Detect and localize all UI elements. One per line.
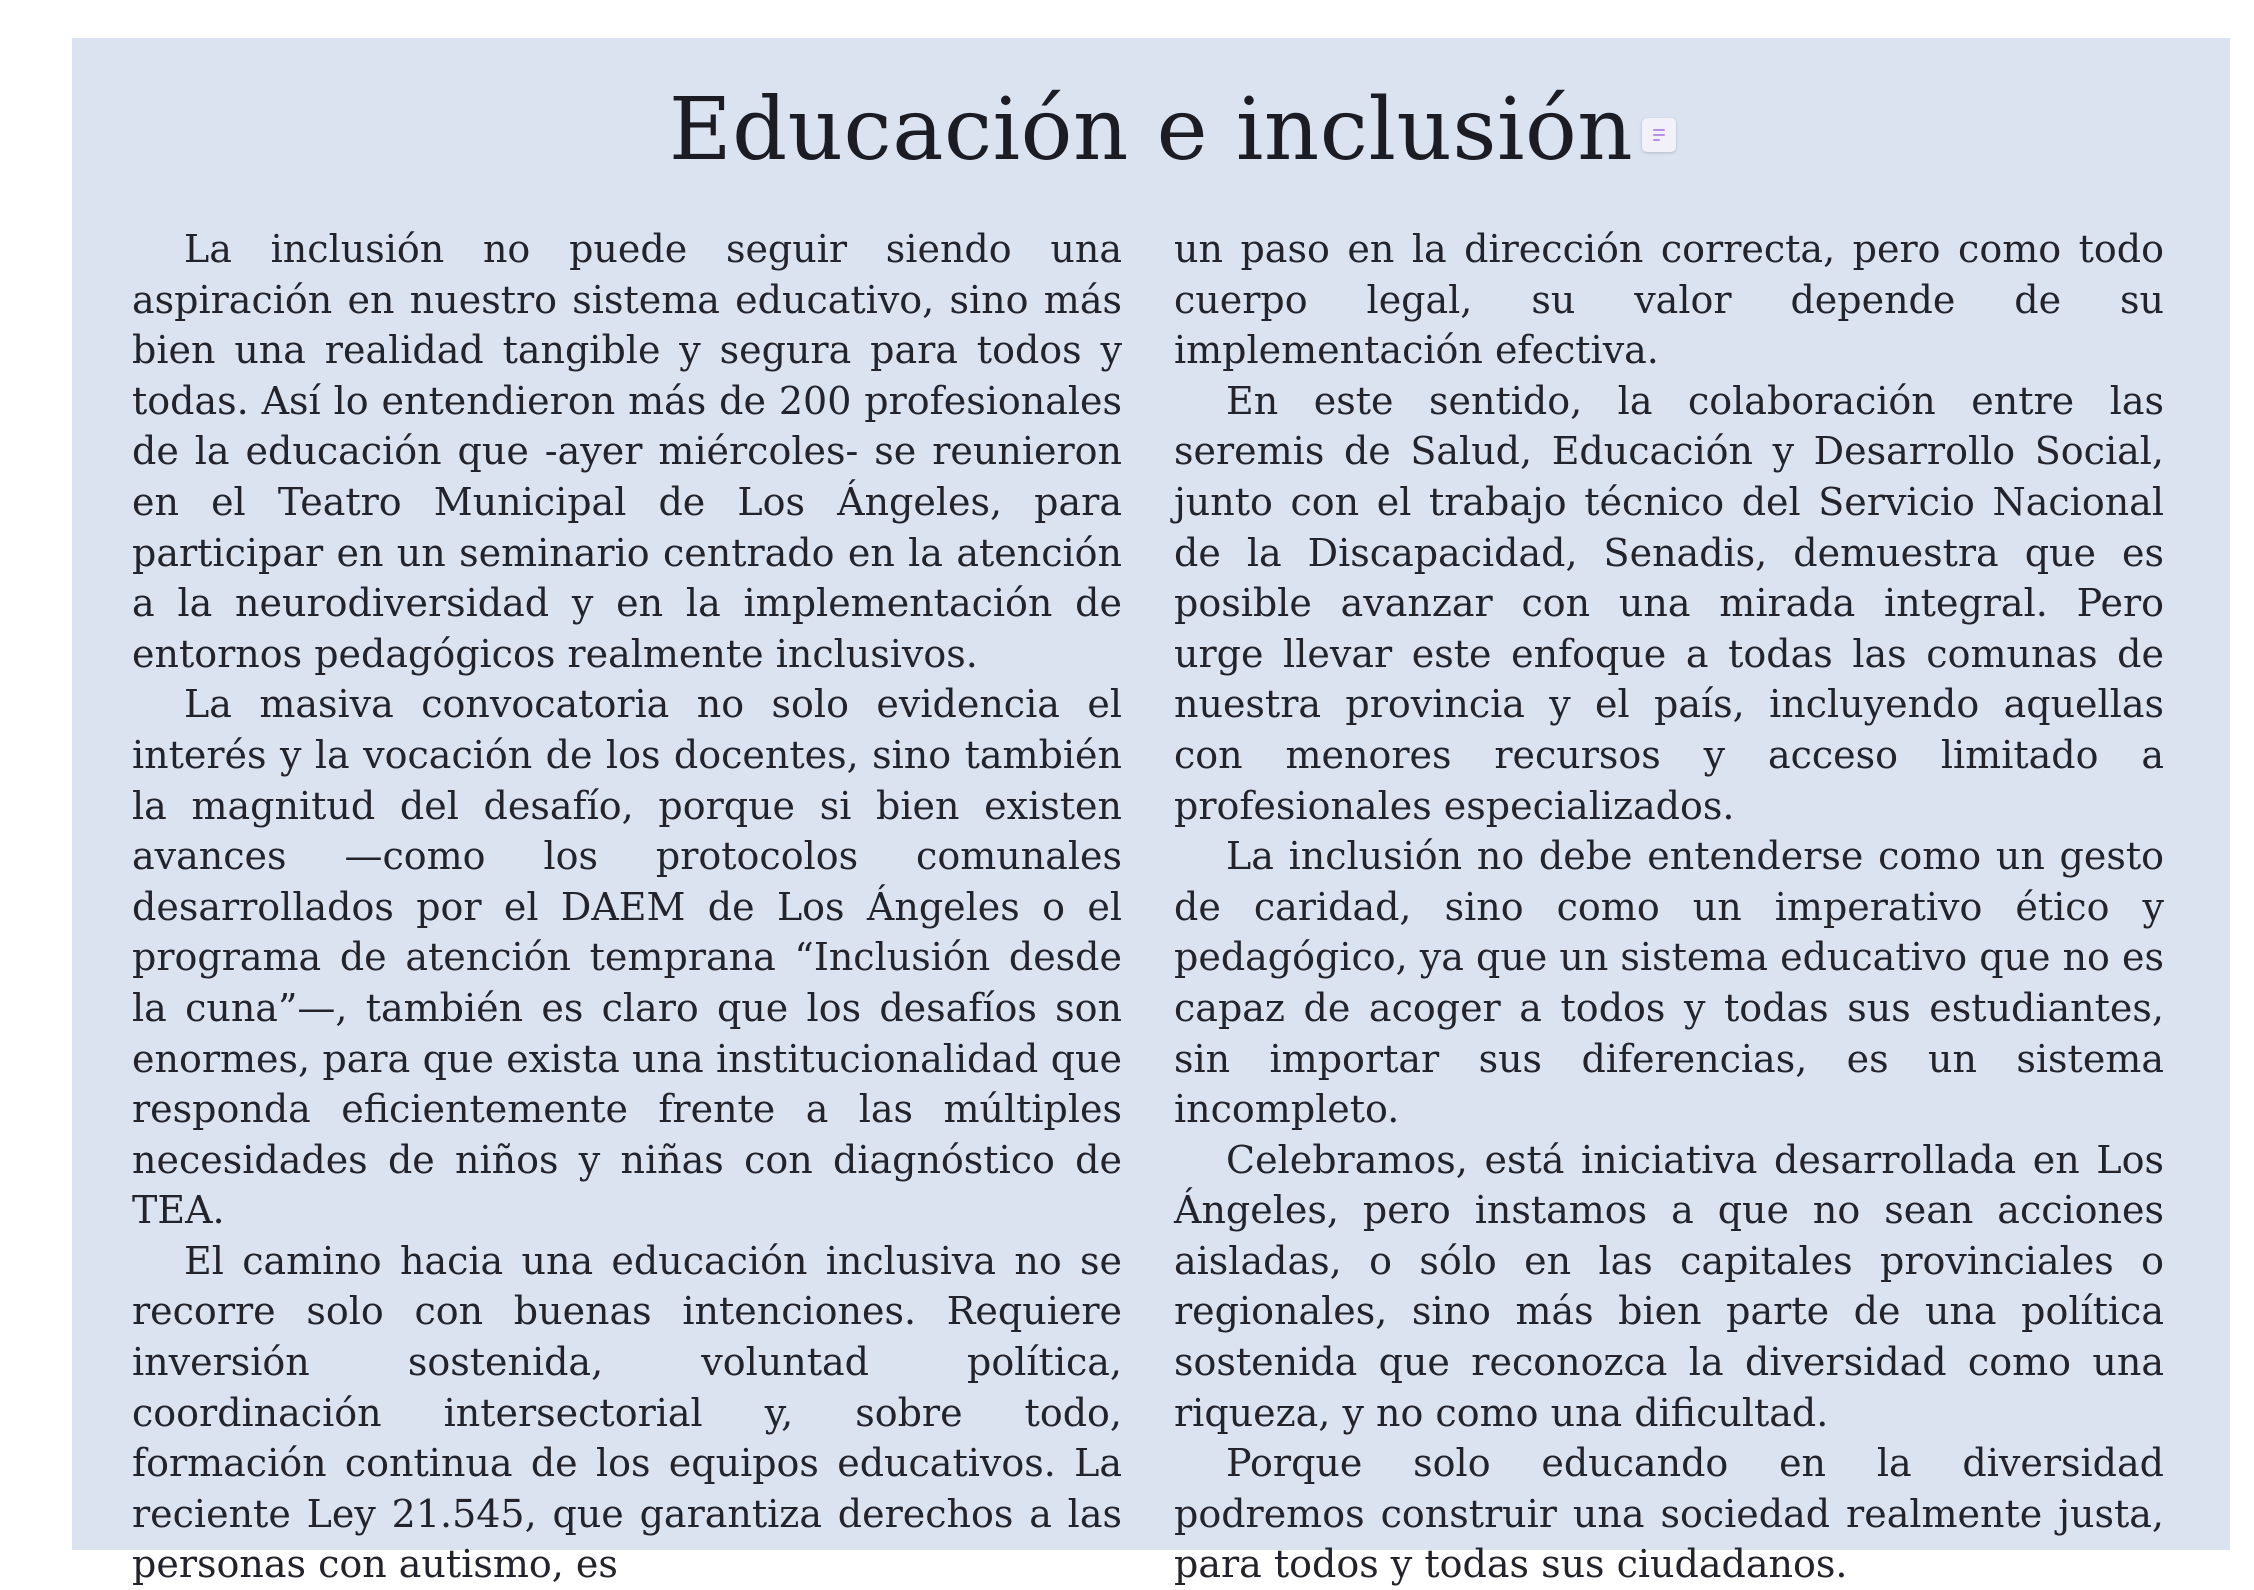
- article-paragraph: El camino hacia una educación inclusiva no se recorre solo con buenas intenciones. Requiere inversión sostenida, voluntad política, coordinación intersectorial y, sobre todo, formación continua de los equipos educativos. La reciente Ley 21.545, que garantiza derechos a las personas con autismo, es: [132, 1238, 1122, 1587]
- note-icon[interactable]: [1642, 118, 1676, 152]
- article-paragraph: La masiva convocatoria no solo evidencia el interés y la vocación de los docentes, sino también la magnitud del desafío, porque si bien existen avances —como los protocolos comunales desarrollados por el DAEM de Los Ángeles o el programa de atención temprana “Inclusión desde la cuna”—, también es claro que los desafíos son enormes, para que exista una institucionalidad que responda eficientemente frente a las múltiples necesidades de niños y niñas con diagnóstico de TEA.: [132, 682, 1122, 1233]
- article-title: Educación e inclusión: [668, 80, 1634, 180]
- article-paragraph: Porque solo educando en la diversidad podremos construir una sociedad realmente justa, para todos y todas sus ciudadanos.: [1174, 1441, 2164, 1587]
- article-paragraph: La inclusión no debe entenderse como un gesto de caridad, sino como un imperativo ético y pedagógico, ya que un sistema educativo que no es capaz de acoger a todos y todas sus estudiantes, sin importar sus diferencias, es un sistema incompleto.: [1174, 834, 2164, 1132]
- article-column-right: [1174, 224, 2164, 1590]
- article-paragraph: En este sentido, la colaboración entre las seremis de Salud, Educación y Desarrollo Social, junto con el trabajo técnico del Servicio Nacional de la Discapacidad, Senadis, demuestra que es posible avanzar con una mirada integral. Pero urge llevar este enfoque a todas las comunas de nuestra provincia y el país, incluyendo aquellas con menores recursos y acceso limitado a profesionales especializados.: [1174, 378, 2164, 828]
- article-panel: [72, 38, 2230, 1587]
- article-paragraph: La inclusión no puede seguir siendo una aspiración en nuestro sistema educativo, sino más bien una realidad tangible y segura para todos y todas. Así lo entendieron más de 200 profesionales de la educación que -ayer miércoles- se reunieron en el Teatro Municipal de Los Ángeles, para participar en un seminario centrado en la atención a la neurodiversidad y en la implementación de entornos pedagógicos realmente inclusivos.: [132, 227, 1122, 676]
- article-paragraph-continuation: un paso en la dirección correcta, pero como todo cuerpo legal, su valor depende de su implementación efectiva.: [1174, 227, 2164, 373]
- article-paragraph: Celebramos, está iniciativa desarrollada en Los Ángeles, pero instamos a que no sean acciones aisladas, o sólo en las capitales provinciales o regionales, sino más bien parte de una política sostenida que reconozca la diversidad como una riqueza, y no como una dificultad.: [1174, 1137, 2164, 1435]
- article-column-left: [132, 224, 1122, 1590]
